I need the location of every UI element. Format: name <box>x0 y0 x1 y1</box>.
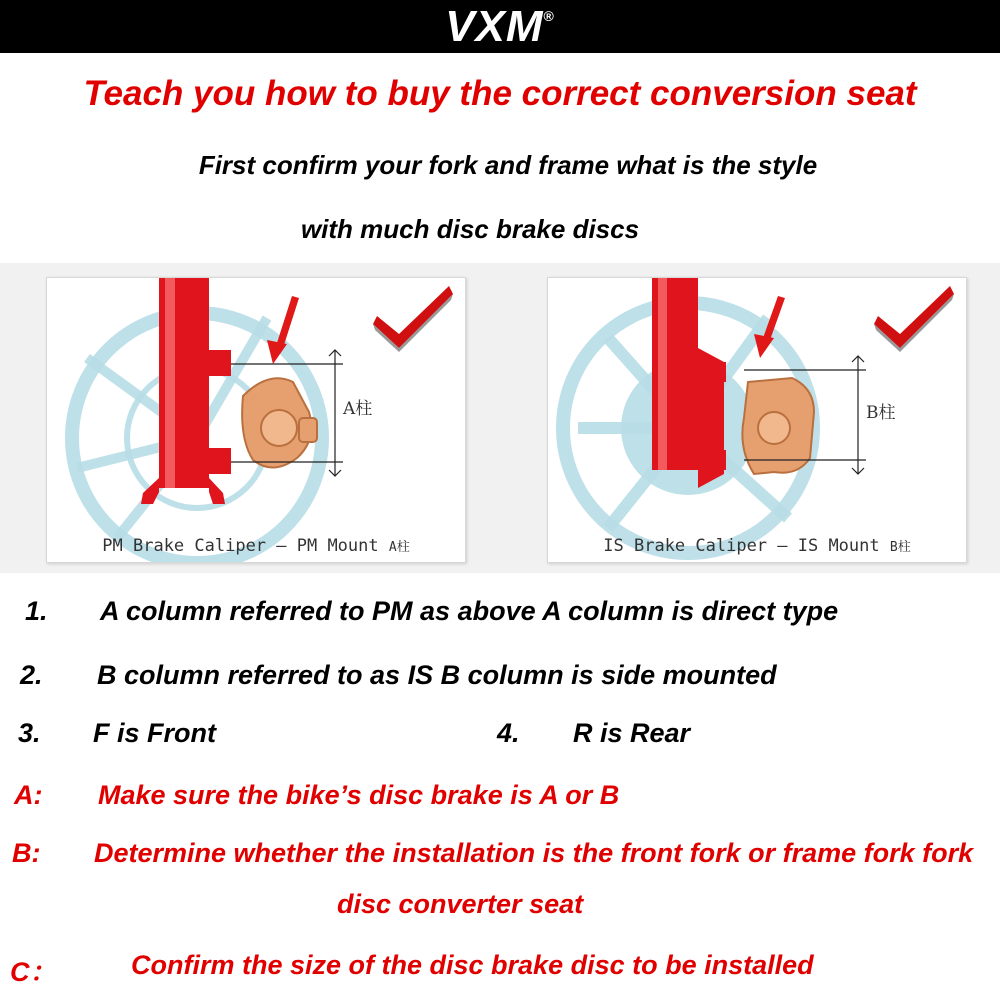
registered-mark: ® <box>543 8 555 24</box>
step-c-text: Confirm the size of the disc brake disc to be installed <box>131 950 814 980</box>
step-b-text: Determine whether the installation is the front fork or frame fork fork <box>94 838 974 868</box>
is-mount-panel <box>547 277 967 563</box>
check-mark-icon <box>373 286 453 352</box>
note-3-number: 3. <box>18 718 41 748</box>
subtitle-line-2: with much disc brake discs <box>300 214 640 244</box>
subtitle-line-1: First confirm your fork and frame what is the style <box>198 150 818 180</box>
pm-mount-illustration <box>47 278 465 562</box>
brand-name: VXM <box>445 2 544 51</box>
note-1-text: A column referred to PM as above A column is direct type <box>100 596 839 626</box>
pm-mount-panel <box>46 277 466 563</box>
note-4-text: R is Rear <box>573 718 691 748</box>
brand-logo <box>0 2 1000 52</box>
b-column-label: B柱 <box>866 403 896 423</box>
pm-caption: PM Brake Caliper – PM Mount A柱 <box>102 536 410 556</box>
step-b-key: B: <box>12 838 41 868</box>
note-2-text: B column referred to as IS B column is side mounted <box>97 660 777 690</box>
brand-bar <box>0 0 1000 53</box>
step-b-text-continued: disc converter seat <box>337 889 584 919</box>
mount-diagram <box>0 263 1000 573</box>
is-mount-illustration <box>548 278 966 562</box>
step-a-text: Make sure the bike’s disc brake is A or B <box>98 780 620 810</box>
note-2-number: 2. <box>20 660 43 690</box>
step-a-key: A: <box>14 780 43 810</box>
page-title: Teach you how to buy the correct conversion seat <box>83 74 917 113</box>
note-4-number: 4. <box>497 718 520 748</box>
step-c-key: C： <box>10 957 57 987</box>
note-3-text: F is Front <box>93 718 216 748</box>
is-caption: IS Brake Caliper – IS Mount B柱 <box>603 536 911 556</box>
a-column-label: A柱 <box>343 399 373 419</box>
note-1-number: 1. <box>25 596 48 626</box>
check-mark-icon <box>874 286 954 352</box>
